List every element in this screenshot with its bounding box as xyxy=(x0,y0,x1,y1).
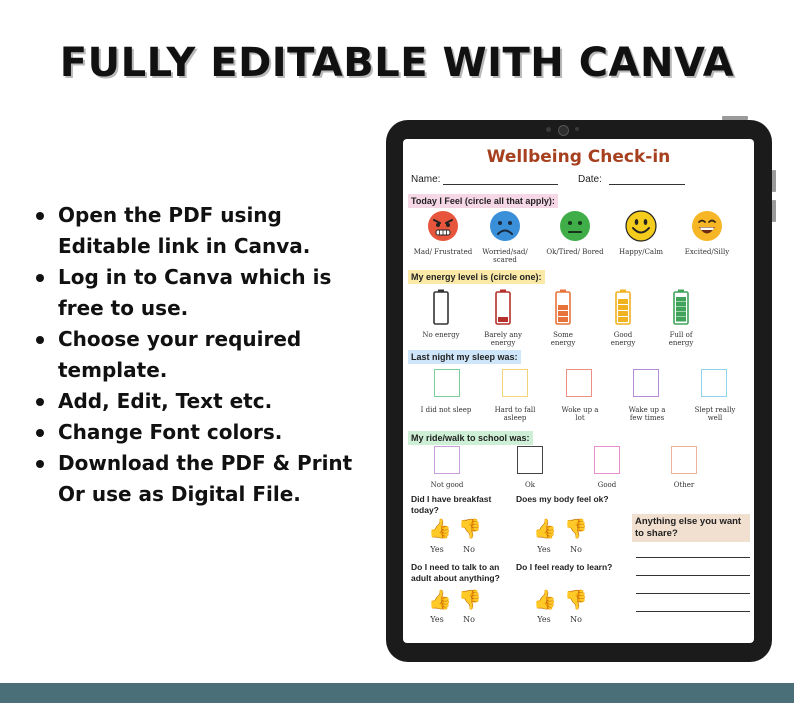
sleep-caption: I did not sleep xyxy=(420,406,472,414)
date-label: Date: xyxy=(578,174,602,185)
sleep-checkbox[interactable] xyxy=(502,369,528,397)
ride-caption: Not good xyxy=(430,481,464,489)
angry-face-icon[interactable] xyxy=(427,210,459,242)
thumbs-up-icon[interactable]: 👍 xyxy=(533,589,557,611)
battery-good-icon[interactable] xyxy=(615,289,631,325)
feel-caption: Worried/sad/ scared xyxy=(482,248,528,264)
thumbs-down-icon[interactable]: 👎 xyxy=(458,589,482,611)
neutral-face-icon[interactable] xyxy=(559,210,591,242)
energy-caption: Good energy xyxy=(610,331,636,347)
feel-caption: Mad/ Frustrated xyxy=(413,248,473,256)
battery-medium-icon[interactable] xyxy=(555,289,571,325)
energy-caption: No energy xyxy=(422,331,460,339)
thumbs-down-icon[interactable]: 👎 xyxy=(458,518,482,540)
name-field[interactable] xyxy=(443,184,558,185)
instruction-list xyxy=(36,200,376,510)
section-heading-ride: My ride/walk to school was: xyxy=(408,431,533,445)
energy-caption: Full of energy xyxy=(668,331,694,347)
instruction-item: Add, Edit, Text etc. xyxy=(36,386,376,417)
share-answer-line[interactable] xyxy=(636,593,750,594)
yes-label: Yes xyxy=(430,615,444,624)
question-ready-learn: Do I feel ready to learn? xyxy=(516,562,613,572)
battery-full-icon[interactable] xyxy=(673,289,689,325)
share-answer-line[interactable] xyxy=(636,611,750,612)
energy-caption: Barely any energy xyxy=(484,331,522,347)
share-heading: Anything else you want to share? xyxy=(632,514,750,542)
sleep-checkbox[interactable] xyxy=(434,369,460,397)
date-field[interactable] xyxy=(609,184,685,185)
ride-checkbox[interactable] xyxy=(434,446,460,474)
share-answer-line[interactable] xyxy=(636,557,750,558)
sleep-caption: Woke up a lot xyxy=(561,406,599,422)
instruction-item: Open the PDF using Editable link in Canva. xyxy=(36,200,376,262)
worksheet-page xyxy=(403,139,754,643)
section-heading-sleep: Last night my sleep was: xyxy=(408,350,521,364)
sad-face-icon[interactable] xyxy=(489,210,521,242)
ride-caption: Good xyxy=(597,481,617,489)
no-label: No xyxy=(570,615,582,624)
sleep-caption: Slept really well xyxy=(694,406,736,422)
yes-label: Yes xyxy=(537,615,551,624)
smiling-face-icon[interactable] xyxy=(625,210,657,242)
sleep-caption: Wake up a few times xyxy=(628,406,666,422)
instruction-item: Log in to Canva which is free to use. xyxy=(36,262,376,324)
yes-label: Yes xyxy=(430,545,444,554)
tablet-side-button xyxy=(772,200,776,222)
tablet-side-button xyxy=(772,170,776,192)
share-answer-line[interactable] xyxy=(636,575,750,576)
question-breakfast: Did I have breakfast today? xyxy=(411,494,492,515)
thumbs-down-icon[interactable]: 👎 xyxy=(564,589,588,611)
sleep-checkbox[interactable] xyxy=(633,369,659,397)
camera-dot xyxy=(546,127,551,132)
no-label: No xyxy=(463,545,475,554)
sleep-caption: Hard to fall asleep xyxy=(494,406,536,422)
tablet-device xyxy=(386,120,772,662)
ride-checkbox[interactable] xyxy=(517,446,543,474)
feel-caption: Happy/Calm xyxy=(619,248,663,256)
ride-checkbox[interactable] xyxy=(594,446,620,474)
feel-caption: Excited/Silly xyxy=(684,248,730,256)
instruction-item: Change Font colors. xyxy=(36,417,376,448)
footer-bar xyxy=(0,683,794,703)
question-body-ok: Does my body feel ok? xyxy=(516,494,609,504)
thumbs-up-icon[interactable]: 👍 xyxy=(428,589,452,611)
thumbs-down-icon[interactable]: 👎 xyxy=(564,518,588,540)
ride-caption: Other xyxy=(673,481,695,489)
yes-label: Yes xyxy=(537,545,551,554)
no-label: No xyxy=(463,615,475,624)
ride-checkbox[interactable] xyxy=(671,446,697,474)
ride-caption: Ok xyxy=(525,481,535,489)
instruction-item: Download the PDF & Print Or use as Digital File. xyxy=(36,448,376,510)
section-heading-energy: My energy level is (circle one): xyxy=(408,270,545,284)
sleep-checkbox[interactable] xyxy=(701,369,727,397)
grinning-face-icon[interactable] xyxy=(691,210,723,242)
thumbs-up-icon[interactable]: 👍 xyxy=(533,518,557,540)
camera-lens xyxy=(558,125,569,136)
feel-caption: Ok/Tired/ Bored xyxy=(546,248,604,256)
instruction-item: Choose your required template. xyxy=(36,324,376,386)
battery-empty-icon[interactable] xyxy=(433,289,449,325)
question-talk-adult: Do I need to talk to an adult about anything? xyxy=(411,562,500,583)
camera-dot xyxy=(575,127,579,131)
no-label: No xyxy=(570,545,582,554)
battery-low-icon[interactable] xyxy=(495,289,511,325)
headline: FULLY EDITABLE WITH CANVA xyxy=(59,40,735,86)
section-heading-feel: Today I Feel (circle all that apply): xyxy=(408,194,558,208)
worksheet-title: Wellbeing Check-in xyxy=(486,147,671,167)
thumbs-up-icon[interactable]: 👍 xyxy=(428,518,452,540)
energy-caption: Some energy xyxy=(550,331,576,347)
name-label: Name: xyxy=(411,174,441,185)
sleep-checkbox[interactable] xyxy=(566,369,592,397)
